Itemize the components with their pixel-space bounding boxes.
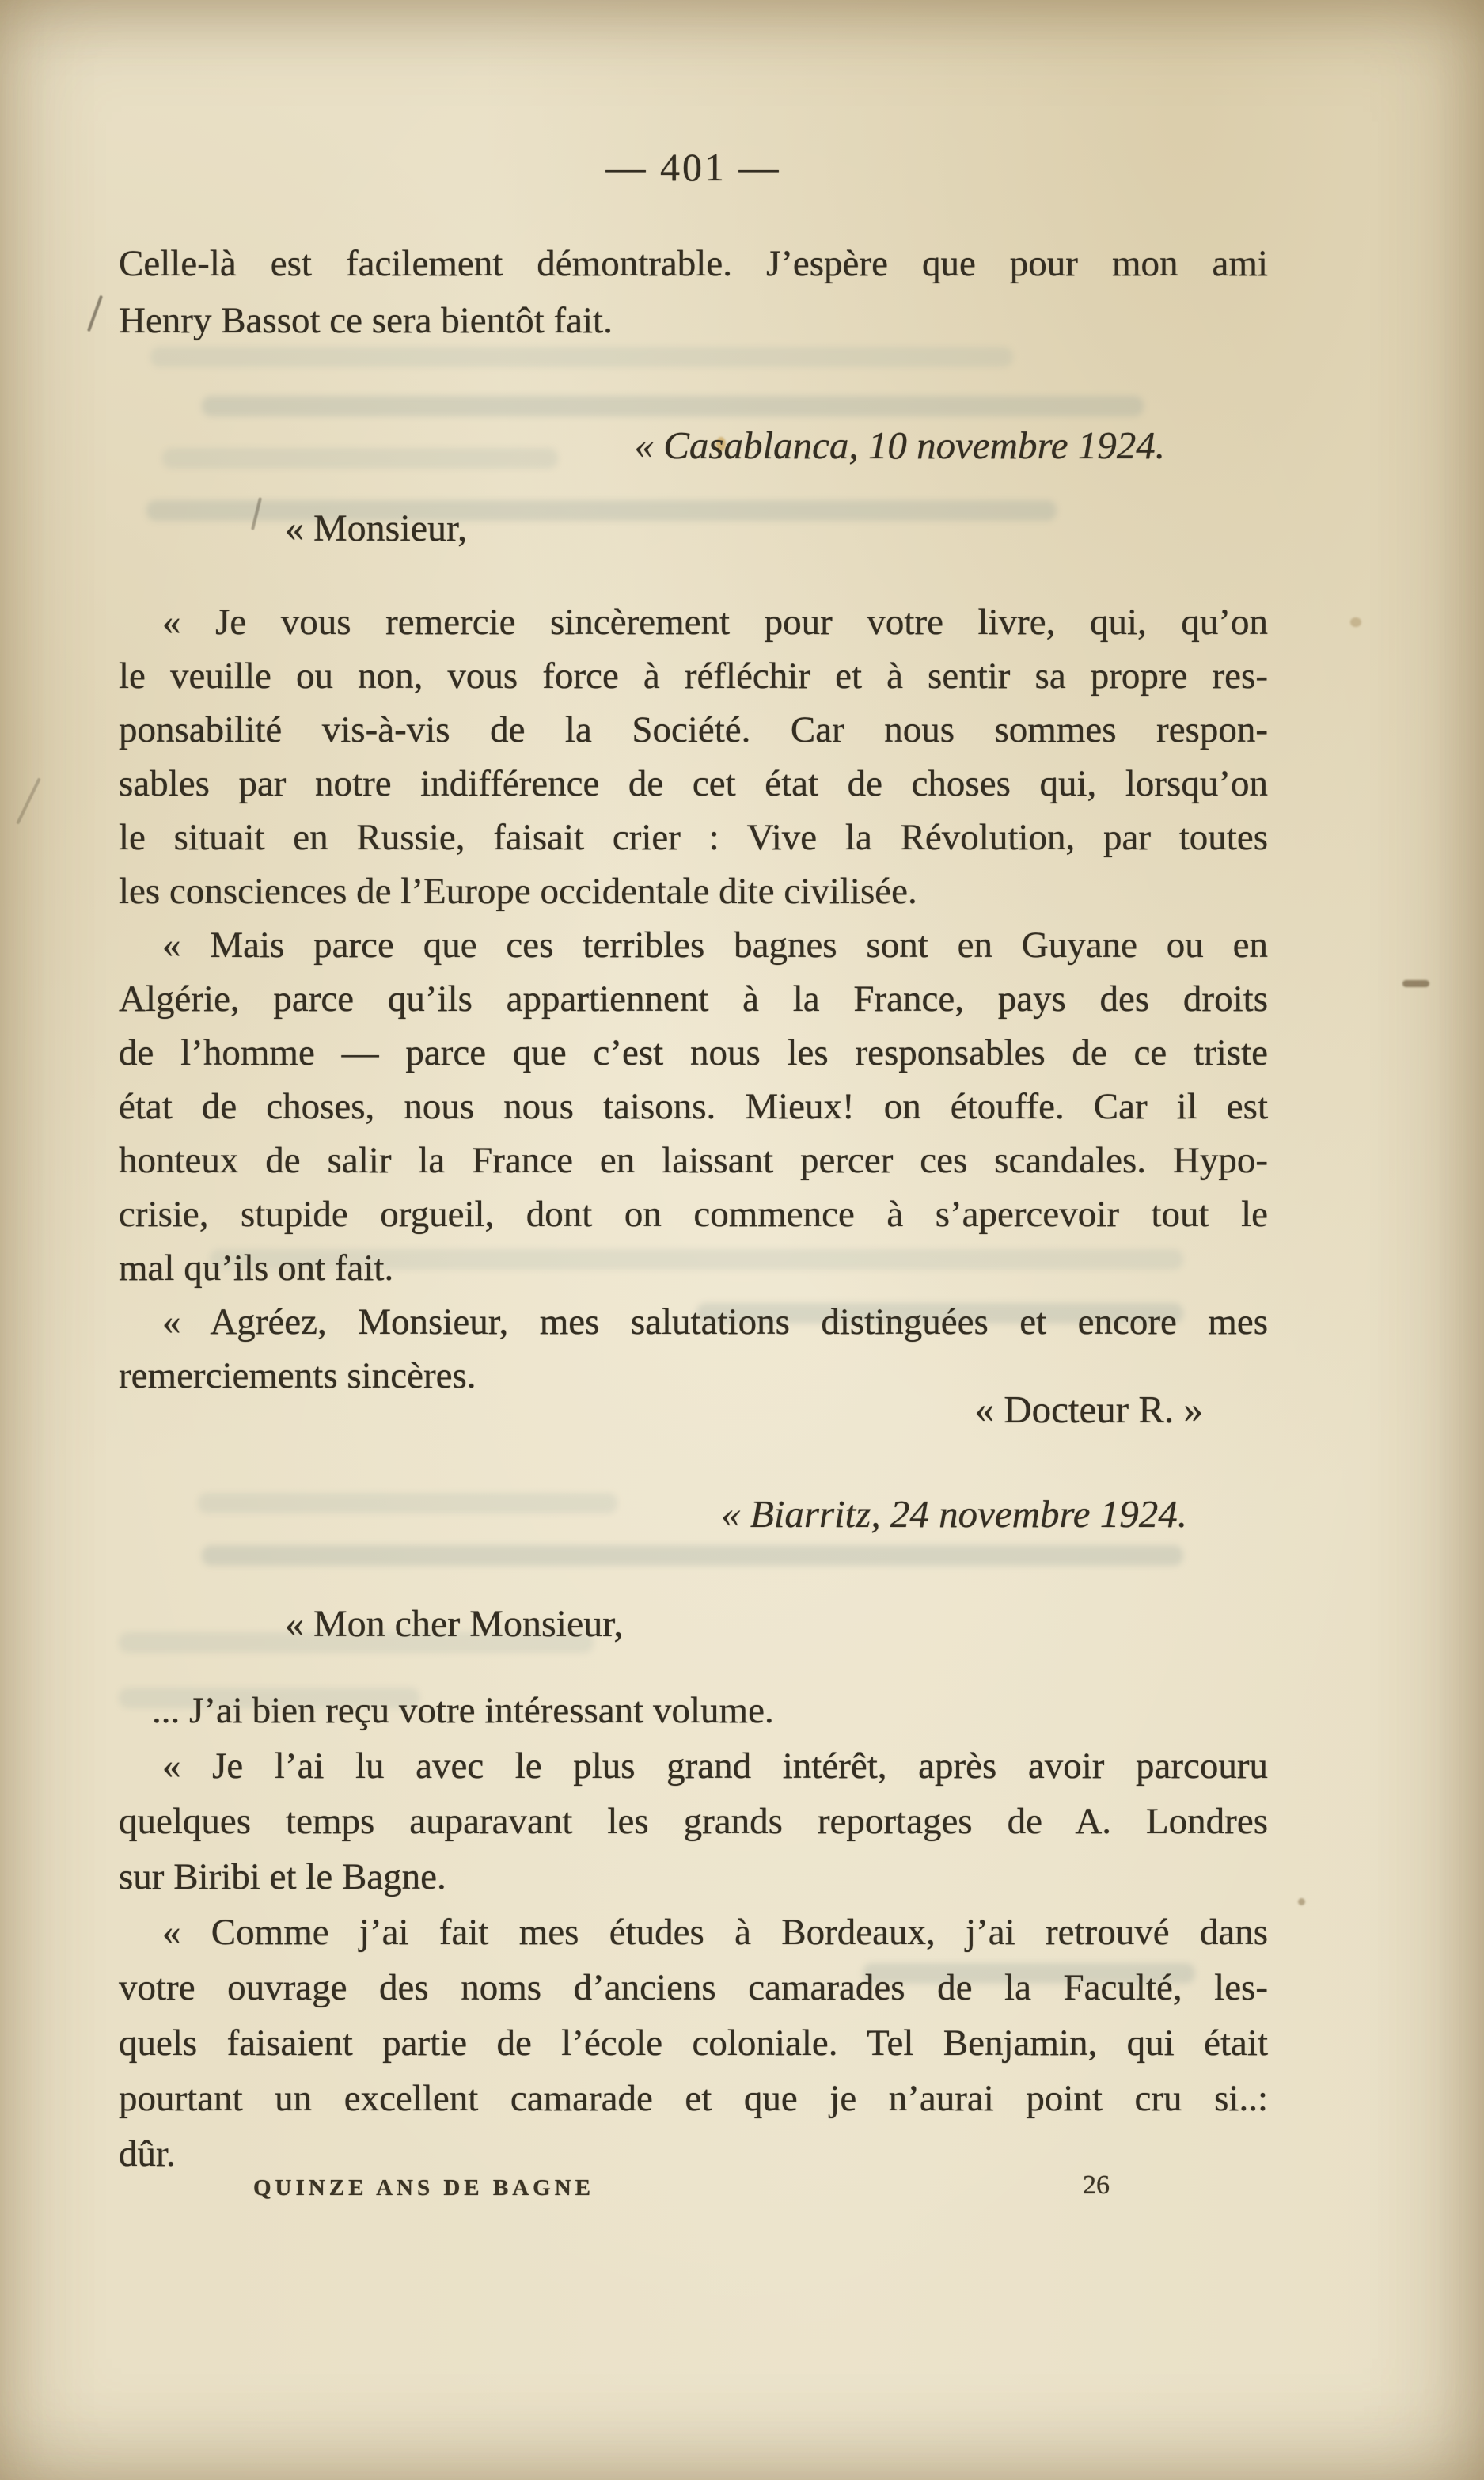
text-line: le situait en Russie, faisait crier : Vive la Révolution, par toutes (119, 817, 1268, 858)
ink-dash-mark (1402, 980, 1429, 987)
paper-speck (1298, 1898, 1305, 1905)
text-line: remerciements sincères. (119, 1355, 476, 1396)
bleedthrough-smudge (202, 1545, 1183, 1566)
text-line: dûr. (119, 2133, 176, 2174)
running-title: QUINZE ANS DE BAGNE (253, 2175, 594, 2201)
text-line: crisie, stupide orgueil, dont on commence à s’apercevoir tout le (119, 1194, 1268, 1235)
gathering-signature-number: 26 (1083, 2170, 1110, 2200)
text-line: « Comme j’ai fait mes études à Bordeaux, j’ai retrouvé dans (162, 1912, 1268, 1953)
letter-dateline-biarritz: « Biarritz, 24 novembre 1924. (721, 1492, 1187, 1536)
text-line: « Je vous remercie sincèrement pour votre livre, qui, qu’on (162, 602, 1268, 643)
text-line: ... J’ai bien reçu votre intéressant volume. (152, 1690, 774, 1731)
letter-body-biarritz (119, 1683, 1268, 2182)
text-line: Henry Bassot ce sera bientôt fait. (119, 300, 613, 341)
letter-signature-docteur-r: « Docteur R. » (974, 1388, 1203, 1431)
bleedthrough-smudge (202, 396, 1144, 416)
text-line: de l’homme — parce que c’est nous les responsables de ce triste (119, 1032, 1268, 1073)
text-line: le veuille ou non, vous force à réfléchir et à sentir sa propre res- (119, 655, 1268, 697)
text-line: Algérie, parce qu’ils appartiennent à la France, pays des droits (119, 978, 1268, 1020)
text-line: ponsabilité vis-à-vis de la Société. Car nous sommes respon- (119, 709, 1268, 750)
letter-dateline-casablanca: « Casablanca, 10 novembre 1924. (634, 423, 1165, 467)
text-line: Celle-là est facilement démontrable. J’espère que pour mon ami (119, 243, 1268, 284)
intro-paragraph (119, 235, 1268, 349)
letter-salutation: « Monsieur, (285, 507, 468, 549)
letter-salutation: « Mon cher Monsieur, (285, 1603, 624, 1645)
pen-stroke-mark (87, 295, 103, 332)
text-line: pourtant un excellent camarade et que je n’aurai point cru si..: (119, 2078, 1268, 2119)
text-line: sables par notre indifférence de cet état de choses qui, lorsqu’on (119, 763, 1268, 804)
text-line: quelques temps auparavant les grands reportages de A. Londres (119, 1801, 1268, 1842)
text-line: « Mais parce que ces terribles bagnes sont en Guyane ou en (162, 925, 1268, 966)
text-line: sur Biribi et le Bagne. (119, 1856, 446, 1897)
text-line: les consciences de l’Europe occidentale dite civilisée. (119, 871, 917, 912)
text-line: votre ouvrage des noms d’anciens camarades de la Faculté, les- (119, 1967, 1268, 2008)
paper-speck (1350, 617, 1361, 627)
text-line: quels faisaient partie de l’école coloniale. Tel Benjamin, qui était (119, 2022, 1268, 2064)
letter-body-casablanca (119, 595, 1268, 1403)
bleedthrough-smudge (146, 500, 1057, 521)
pen-stroke-mark (16, 777, 41, 824)
text-line: « Agréez, Monsieur, mes salutations distinguées et encore mes (162, 1301, 1268, 1343)
text-line: état de choses, nous nous taisons. Mieux! on étouffe. Car il est (119, 1086, 1268, 1127)
text-line: honteux de salir la France en laissant percer ces scandales. Hypo- (119, 1140, 1268, 1181)
text-line: mal qu’ils ont fait. (119, 1248, 394, 1289)
text-line: « Je l’ai lu avec le plus grand intérêt, après avoir parcouru (162, 1745, 1268, 1787)
bleedthrough-smudge (150, 347, 1013, 367)
page-number: — 401 — (605, 145, 781, 189)
